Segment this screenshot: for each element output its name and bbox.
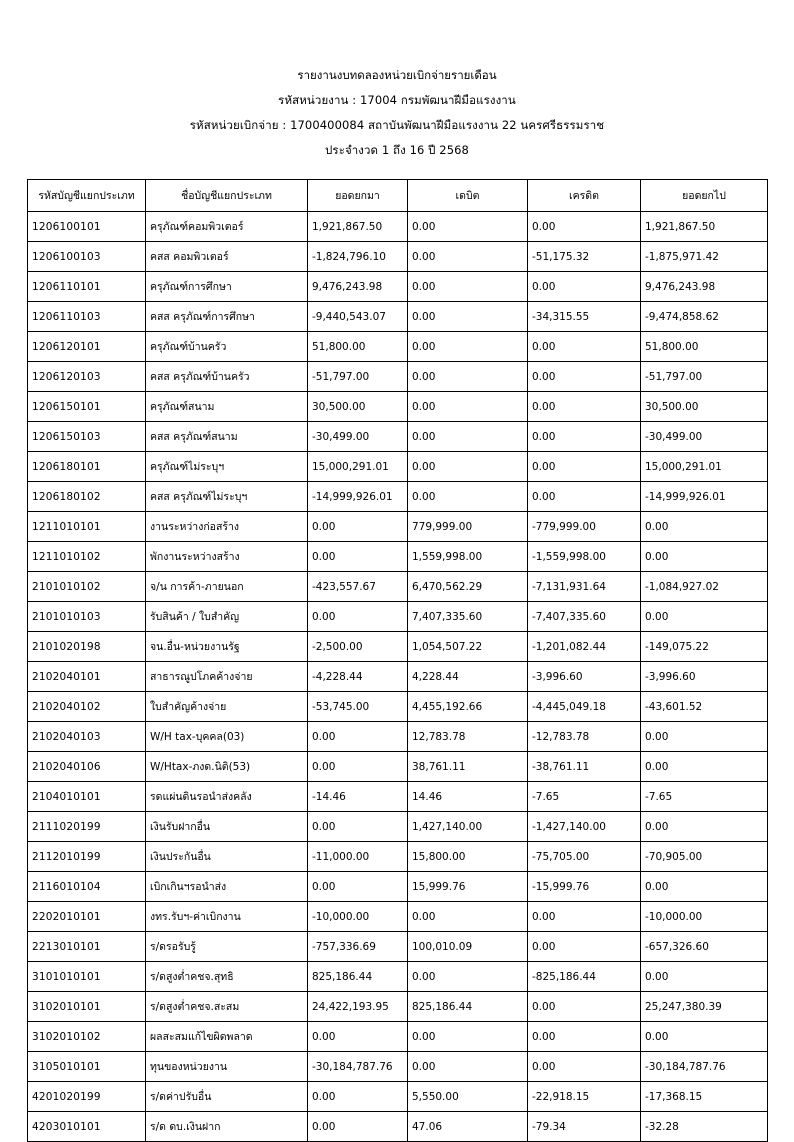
cell-account-code: 2213010101 (28, 932, 146, 962)
cell-credit: -7,407,335.60 (528, 602, 641, 632)
cell-credit: -12,783.78 (528, 722, 641, 752)
column-header-credit: เครดิต (528, 180, 641, 212)
cell-account-code: 1206150103 (28, 422, 146, 452)
trial-balance-table-body (28, 212, 768, 1142)
cell-account-code: 2102040101 (28, 662, 146, 692)
table-row (28, 932, 768, 962)
cell-balance-forward: -757,336.69 (308, 932, 408, 962)
table-row (28, 542, 768, 572)
table-row (28, 1082, 768, 1112)
cell-debit: 15,800.00 (408, 842, 528, 872)
cell-account-name: สาธารณูปโภคค้างจ่าย (146, 662, 308, 692)
cell-credit: 0.00 (528, 332, 641, 362)
table-header-row (28, 180, 768, 212)
cell-balance-carried: -1,084,927.02 (641, 572, 768, 602)
cell-balance-forward: -423,557.67 (308, 572, 408, 602)
report-header (0, 0, 794, 163)
cell-account-name: ทุนของหน่วยงาน (146, 1052, 308, 1082)
cell-balance-forward: 15,000,291.01 (308, 452, 408, 482)
cell-account-name: พักงานระหว่างสร้าง (146, 542, 308, 572)
cell-account-name: ร/ดสูงต่ำคชจ.สุทธิ (146, 962, 308, 992)
cell-balance-forward: 0.00 (308, 512, 408, 542)
cell-balance-carried: 30,500.00 (641, 392, 768, 422)
cell-balance-carried: 0.00 (641, 512, 768, 542)
cell-credit: 0.00 (528, 1052, 641, 1082)
cell-debit: 0.00 (408, 332, 528, 362)
cell-balance-forward: -30,499.00 (308, 422, 408, 452)
cell-balance-forward: -30,184,787.76 (308, 1052, 408, 1082)
cell-account-code: 3102010101 (28, 992, 146, 1022)
cell-account-code: 1206100103 (28, 242, 146, 272)
cell-balance-forward: 0.00 (308, 1082, 408, 1112)
cell-account-code: 2112010199 (28, 842, 146, 872)
cell-account-code: 2202010101 (28, 902, 146, 932)
cell-account-code: 1206180102 (28, 482, 146, 512)
cell-balance-carried: 0.00 (641, 602, 768, 632)
cell-account-name: งานระหว่างก่อสร้าง (146, 512, 308, 542)
cell-debit: 14.46 (408, 782, 528, 812)
table-row (28, 332, 768, 362)
cell-credit: -7.65 (528, 782, 641, 812)
cell-account-name: ครุภัณฑ์สนาม (146, 392, 308, 422)
table-row (28, 782, 768, 812)
cell-balance-carried: 1,921,867.50 (641, 212, 768, 242)
cell-credit: -15,999.76 (528, 872, 641, 902)
cell-account-name: ครุภัณฑ์บ้านครัว (146, 332, 308, 362)
cell-debit: 4,228.44 (408, 662, 528, 692)
cell-account-code: 2102040103 (28, 722, 146, 752)
table-row (28, 812, 768, 842)
cell-debit: 0.00 (408, 362, 528, 392)
cell-balance-forward: 0.00 (308, 602, 408, 632)
trial-balance-table (27, 179, 768, 1142)
cell-balance-forward: 0.00 (308, 1022, 408, 1052)
cell-balance-forward: 0.00 (308, 752, 408, 782)
cell-account-code: 2104010101 (28, 782, 146, 812)
cell-account-name: รดแผ่นดินรอนำส่งคลัง (146, 782, 308, 812)
cell-debit: 4,455,192.66 (408, 692, 528, 722)
cell-balance-forward: 30,500.00 (308, 392, 408, 422)
cell-debit: 38,761.11 (408, 752, 528, 782)
table-row (28, 992, 768, 1022)
table-row (28, 722, 768, 752)
cell-debit: 0.00 (408, 422, 528, 452)
table-row (28, 392, 768, 422)
table-row (28, 1022, 768, 1052)
cell-account-name: เบิกเกินฯรอนำส่ง (146, 872, 308, 902)
table-row (28, 902, 768, 932)
cell-credit: 0.00 (528, 392, 641, 422)
cell-balance-forward: -10,000.00 (308, 902, 408, 932)
cell-balance-forward: -9,440,543.07 (308, 302, 408, 332)
table-row (28, 572, 768, 602)
cell-credit: -75,705.00 (528, 842, 641, 872)
cell-debit: 0.00 (408, 242, 528, 272)
table-row (28, 752, 768, 782)
cell-account-name: ครุภัณฑ์คอมพิวเตอร์ (146, 212, 308, 242)
cell-balance-forward: 0.00 (308, 812, 408, 842)
cell-account-code: 3101010101 (28, 962, 146, 992)
cell-balance-forward: 0.00 (308, 872, 408, 902)
cell-account-code: 2111020199 (28, 812, 146, 842)
cell-balance-forward: 1,921,867.50 (308, 212, 408, 242)
cell-balance-forward: -14.46 (308, 782, 408, 812)
cell-balance-forward: -51,797.00 (308, 362, 408, 392)
table-row (28, 602, 768, 632)
cell-account-name: จ/น การค้า-ภายนอก (146, 572, 308, 602)
cell-credit: 0.00 (528, 272, 641, 302)
cell-balance-carried: 0.00 (641, 542, 768, 572)
cell-account-code: 3105010101 (28, 1052, 146, 1082)
cell-credit: 0.00 (528, 212, 641, 242)
cell-balance-forward: -11,000.00 (308, 842, 408, 872)
cell-debit: 0.00 (408, 392, 528, 422)
cell-balance-carried: -32.28 (641, 1112, 768, 1142)
table-row (28, 632, 768, 662)
cell-balance-carried: 25,247,380.39 (641, 992, 768, 1022)
cell-account-name: ใบสำคัญค้างจ่าย (146, 692, 308, 722)
table-row (28, 1052, 768, 1082)
table-row (28, 1112, 768, 1142)
cell-account-name: ร/ดสูงต่ำคชจ.สะสม (146, 992, 308, 1022)
cell-balance-carried: 0.00 (641, 722, 768, 752)
table-row (28, 962, 768, 992)
cell-debit: 779,999.00 (408, 512, 528, 542)
cell-balance-carried: 15,000,291.01 (641, 452, 768, 482)
cell-credit: 0.00 (528, 362, 641, 392)
cell-credit: -825,186.44 (528, 962, 641, 992)
cell-balance-carried: 51,800.00 (641, 332, 768, 362)
table-row (28, 482, 768, 512)
column-header-balance-carried: ยอดยกไป (641, 180, 768, 212)
cell-account-code: 1206120103 (28, 362, 146, 392)
cell-account-name: เงินรับฝากอื่น (146, 812, 308, 842)
cell-account-code: 1206180101 (28, 452, 146, 482)
cell-account-name: งทร.รับฯ-ค่าเบิกงาน (146, 902, 308, 932)
cell-account-code: 1206110103 (28, 302, 146, 332)
cell-account-name: W/Htax-ภงด.นิติ(53) (146, 752, 308, 782)
cell-debit: 0.00 (408, 962, 528, 992)
trial-balance-table-container (0, 179, 794, 1142)
cell-credit: -34,315.55 (528, 302, 641, 332)
cell-debit: 0.00 (408, 482, 528, 512)
table-row (28, 452, 768, 482)
cell-credit: -1,201,082.44 (528, 632, 641, 662)
column-header-account-code: รหัสบัญชีแยกประเภท (28, 180, 146, 212)
table-row (28, 842, 768, 872)
cell-debit: 47.06 (408, 1112, 528, 1142)
cell-account-name: W/H tax-บุคคล(03) (146, 722, 308, 752)
cell-balance-carried: -1,875,971.42 (641, 242, 768, 272)
table-row (28, 272, 768, 302)
cell-balance-carried: -10,000.00 (641, 902, 768, 932)
cell-account-name: จน.อื่น-หน่วยงานรัฐ (146, 632, 308, 662)
cell-account-code: 1211010102 (28, 542, 146, 572)
cell-account-code: 2101010102 (28, 572, 146, 602)
table-row (28, 662, 768, 692)
cell-credit: 0.00 (528, 1022, 641, 1052)
cell-balance-carried: 0.00 (641, 962, 768, 992)
cell-account-code: 2101010103 (28, 602, 146, 632)
disbursement-unit-line: รหัสหน่วยเบิกจ่าย : 1700400084 สถาบันพัฒนาฝีมือแรงงาน 22 นครศรีธรรมราช (189, 118, 605, 132)
cell-balance-carried: -14,999,926.01 (641, 482, 768, 512)
cell-debit: 0.00 (408, 272, 528, 302)
table-row (28, 512, 768, 542)
cell-account-name: ผลสะสมแก้ไขผิดพลาด (146, 1022, 308, 1052)
column-header-account-name: ชื่อบัญชีแยกประเภท (146, 180, 308, 212)
cell-account-name: คสส ครุภัณฑ์บ้านครัว (146, 362, 308, 392)
cell-credit: 0.00 (528, 932, 641, 962)
table-row (28, 872, 768, 902)
cell-balance-carried: 9,476,243.98 (641, 272, 768, 302)
cell-account-name: ร/ดค่าปรับอื่น (146, 1082, 308, 1112)
cell-account-code: 1206100101 (28, 212, 146, 242)
cell-balance-forward: 0.00 (308, 722, 408, 752)
cell-account-code: 2102040106 (28, 752, 146, 782)
table-row (28, 212, 768, 242)
cell-credit: 0.00 (528, 482, 641, 512)
table-row (28, 692, 768, 722)
cell-account-code: 4201020199 (28, 1082, 146, 1112)
cell-balance-forward: 24,422,193.95 (308, 992, 408, 1022)
cell-balance-carried: 0.00 (641, 752, 768, 782)
column-header-debit: เดบิต (408, 180, 528, 212)
cell-credit: -4,445,049.18 (528, 692, 641, 722)
cell-credit: -7,131,931.64 (528, 572, 641, 602)
cell-balance-forward: -14,999,926.01 (308, 482, 408, 512)
cell-account-name: เงินประกันอื่น (146, 842, 308, 872)
cell-balance-forward: 51,800.00 (308, 332, 408, 362)
table-row (28, 422, 768, 452)
cell-balance-carried: -657,326.60 (641, 932, 768, 962)
period-line: ประจำงวด 1 ถึง 16 ปี 2568 (325, 143, 469, 157)
cell-credit: -22,918.15 (528, 1082, 641, 1112)
cell-debit: 825,186.44 (408, 992, 528, 1022)
column-header-balance-forward: ยอดยกมา (308, 180, 408, 212)
cell-account-code: 3102010102 (28, 1022, 146, 1052)
cell-balance-carried: -51,797.00 (641, 362, 768, 392)
cell-account-name: คสส ครุภัณฑ์สนาม (146, 422, 308, 452)
table-row (28, 242, 768, 272)
cell-account-name: รับสินค้า / ใบสำคัญ (146, 602, 308, 632)
cell-debit: 1,054,507.22 (408, 632, 528, 662)
cell-credit: -79.34 (528, 1112, 641, 1142)
cell-account-code: 1206150101 (28, 392, 146, 422)
report-title: รายงานงบทดลองหน่วยเบิกจ่ายรายเดือน (297, 68, 497, 82)
cell-balance-forward: 0.00 (308, 1112, 408, 1142)
cell-balance-carried: 0.00 (641, 872, 768, 902)
cell-account-name: ร/ดรอรับรู้ (146, 932, 308, 962)
cell-balance-carried: -30,184,787.76 (641, 1052, 768, 1082)
cell-debit: 0.00 (408, 1052, 528, 1082)
agency-code-line: รหัสหน่วยงาน : 17004 กรมพัฒนาฝีมือแรงงาน (278, 93, 516, 107)
cell-balance-carried: -70,905.00 (641, 842, 768, 872)
cell-credit: 0.00 (528, 452, 641, 482)
cell-balance-carried: 0.00 (641, 812, 768, 842)
cell-debit: 1,559,998.00 (408, 542, 528, 572)
cell-credit: -1,559,998.00 (528, 542, 641, 572)
cell-credit: 0.00 (528, 422, 641, 452)
cell-credit: 0.00 (528, 902, 641, 932)
cell-account-code: 1206120101 (28, 332, 146, 362)
cell-account-name: ครุภัณฑ์ไม่ระบุฯ (146, 452, 308, 482)
cell-account-code: 1211010101 (28, 512, 146, 542)
cell-balance-carried: 0.00 (641, 1022, 768, 1052)
cell-balance-forward: -53,745.00 (308, 692, 408, 722)
cell-balance-forward: -2,500.00 (308, 632, 408, 662)
cell-account-name: ร/ด ดบ.เงินฝาก (146, 1112, 308, 1142)
cell-credit: -779,999.00 (528, 512, 641, 542)
cell-debit: 12,783.78 (408, 722, 528, 752)
cell-debit: 7,407,335.60 (408, 602, 528, 632)
cell-account-code: 2102040102 (28, 692, 146, 722)
cell-balance-forward: 0.00 (308, 542, 408, 572)
cell-debit: 15,999.76 (408, 872, 528, 902)
cell-credit: -3,996.60 (528, 662, 641, 692)
cell-debit: 0.00 (408, 452, 528, 482)
cell-balance-carried: -3,996.60 (641, 662, 768, 692)
cell-debit: 0.00 (408, 1022, 528, 1052)
cell-account-name: ครุภัณฑ์การศึกษา (146, 272, 308, 302)
cell-account-code: 4203010101 (28, 1112, 146, 1142)
cell-credit: -38,761.11 (528, 752, 641, 782)
cell-balance-forward: 9,476,243.98 (308, 272, 408, 302)
cell-debit: 0.00 (408, 902, 528, 932)
cell-debit: 1,427,140.00 (408, 812, 528, 842)
cell-debit: 100,010.09 (408, 932, 528, 962)
cell-debit: 6,470,562.29 (408, 572, 528, 602)
cell-account-code: 2116010104 (28, 872, 146, 902)
table-row (28, 302, 768, 332)
cell-account-code: 1206110101 (28, 272, 146, 302)
cell-account-name: คสส คอมพิวเตอร์ (146, 242, 308, 272)
cell-balance-carried: -9,474,858.62 (641, 302, 768, 332)
cell-credit: 0.00 (528, 992, 641, 1022)
cell-account-name: คสส ครุภัณฑ์ไม่ระบุฯ (146, 482, 308, 512)
cell-balance-carried: -149,075.22 (641, 632, 768, 662)
cell-balance-carried: -43,601.52 (641, 692, 768, 722)
cell-credit: -51,175.32 (528, 242, 641, 272)
cell-debit: 5,550.00 (408, 1082, 528, 1112)
cell-account-code: 2101020198 (28, 632, 146, 662)
cell-balance-forward: 825,186.44 (308, 962, 408, 992)
cell-balance-carried: -17,368.15 (641, 1082, 768, 1112)
cell-balance-carried: -30,499.00 (641, 422, 768, 452)
cell-credit: -1,427,140.00 (528, 812, 641, 842)
cell-balance-forward: -1,824,796.10 (308, 242, 408, 272)
cell-balance-carried: -7.65 (641, 782, 768, 812)
cell-balance-forward: -4,228.44 (308, 662, 408, 692)
cell-account-name: คสส ครุภัณฑ์การศึกษา (146, 302, 308, 332)
cell-debit: 0.00 (408, 212, 528, 242)
table-row (28, 362, 768, 392)
cell-debit: 0.00 (408, 302, 528, 332)
